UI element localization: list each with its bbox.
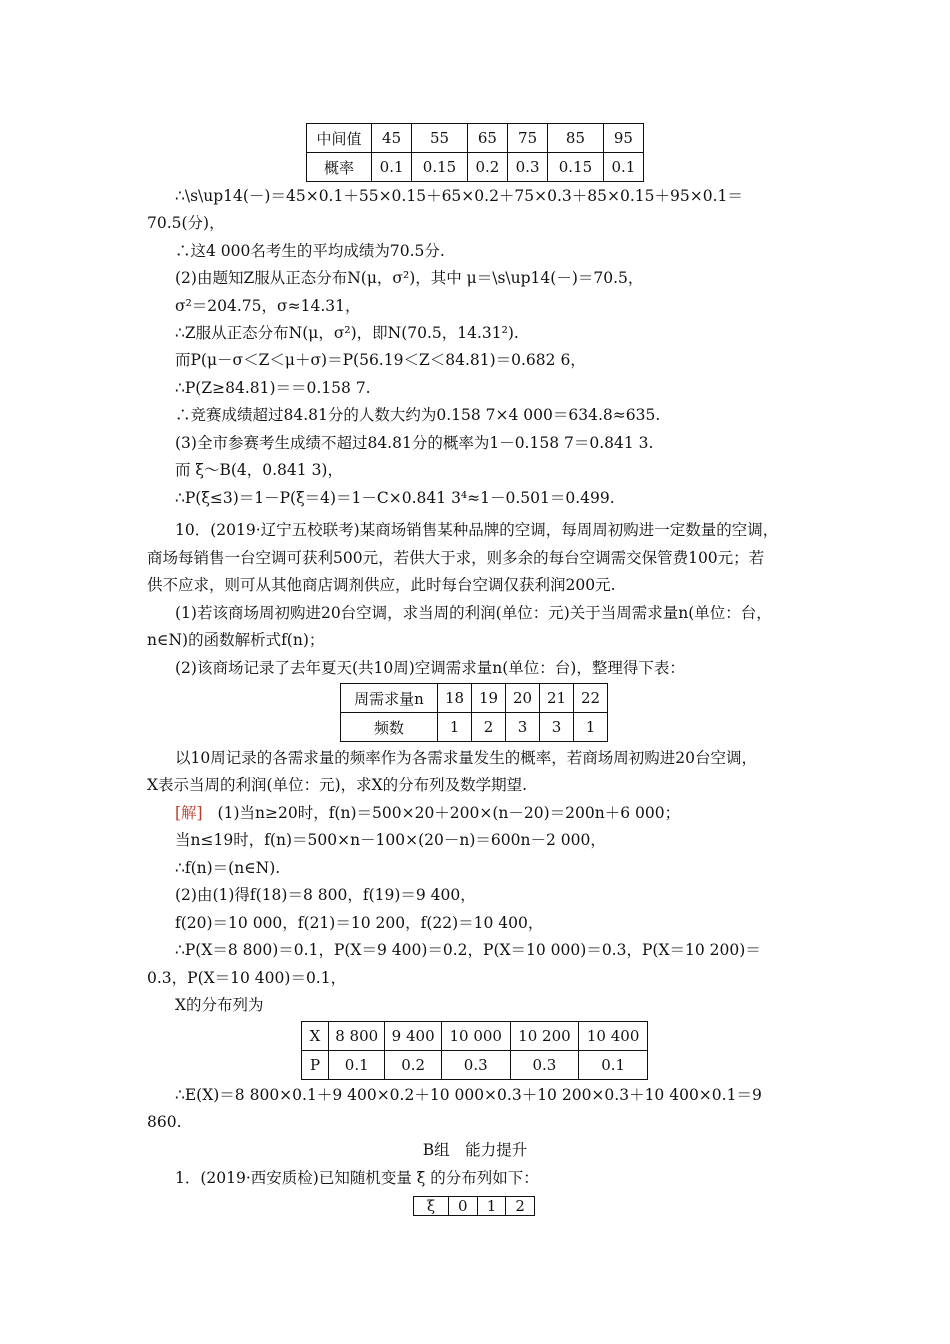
table-row: [302, 1022, 648, 1051]
table-cell: 概率: [307, 153, 372, 182]
text-line: (2)由题知Z服从正态分布N(μ，σ²)，其中 μ＝\s\up14(－)＝70.5，: [175, 269, 644, 287]
table-row: [302, 1051, 648, 1080]
table-cell: P: [302, 1051, 329, 1080]
table-cell: 22: [574, 684, 608, 713]
table-cell: 0.1: [603, 153, 643, 182]
table-cell: 2: [472, 713, 506, 742]
solution-line: f(20)＝10 000，f(21)＝10 200，f(22)＝10 400，: [175, 914, 544, 932]
problem-10-line: n∈N)的函数解析式f(n)；: [147, 631, 325, 649]
solution-marker: [解]: [175, 804, 203, 822]
problem-10-line: 10．(2019·辽宁五校联考)某商场销售某种品牌的空调，每周周初购进一定数量的空调，: [175, 521, 779, 539]
table-cell: 0.3: [507, 153, 547, 182]
table-cell: 0.15: [548, 153, 604, 182]
text-line: 70.5(分)，: [147, 214, 225, 232]
table-cell: 18: [438, 684, 472, 713]
table-row: [341, 713, 608, 742]
text-line: ∴这4 000名考生的平均成绩为70.5分.: [175, 242, 445, 260]
table-cell: 21: [540, 684, 574, 713]
solution-line: 0.3，P(X＝10 400)＝0.1，: [147, 969, 347, 987]
solution-text: (1)当n≥20时，f(n)＝500×20＋200×(n－20)＝200n＋6 000；: [217, 804, 681, 822]
solution-line: (2)由(1)得f(18)＝8 800，f(19)＝9 400，: [175, 886, 476, 904]
text-line: ∴Z服从正态分布N(μ，σ²)，即N(70.5，14.31²).: [175, 324, 519, 342]
table-cell: 10 000: [441, 1022, 510, 1051]
table-cell: 9 400: [385, 1022, 441, 1051]
solution-line: ∴P(X＝8 800)＝0.1，P(X＝9 400)＝0.2，P(X＝10 000)＝0.3，P(X＝10 200)＝: [175, 941, 761, 959]
table-cell: 0.3: [441, 1051, 510, 1080]
table-row: [341, 684, 608, 713]
distribution-table: [301, 1021, 648, 1080]
table-cell: 0.3: [510, 1051, 579, 1080]
table-cell: 2: [506, 1197, 535, 1216]
table-cell: 85: [548, 124, 604, 153]
problem-10-line: 以10周记录的各需求量的频率作为各需求量发生的概率，若商场周初购进20台空调，: [175, 749, 757, 767]
table-cell: 3: [506, 713, 540, 742]
table-cell: 0.1: [579, 1051, 648, 1080]
table-cell: 10 200: [510, 1022, 579, 1051]
table-cell: 1: [477, 1197, 506, 1216]
text-line: 而P(μ－σ＜Z＜μ＋σ)＝P(56.19＜Z＜84.81)＝0.682 6，: [175, 351, 586, 369]
table-cell: 0.1: [372, 153, 412, 182]
table-cell: 0.15: [412, 153, 468, 182]
table-cell: 0.2: [467, 153, 507, 182]
problem-1-line: 1．(2019·西安质检)已知随机变量 ξ 的分布列如下：: [175, 1169, 539, 1187]
table-cell: 19: [472, 684, 506, 713]
text-line: ∴\s\up14(－)＝45×0.1＋55×0.15＋65×0.2＋75×0.3＋85×0.15＋95×0.1＝: [175, 187, 743, 205]
table-cell: 65: [467, 124, 507, 153]
table-row: [307, 124, 644, 153]
text-line: ∴P(ξ≤3)＝1－P(ξ＝4)＝1－C×0.841 3⁴≈1－0.501＝0.499.: [175, 489, 615, 507]
solution-line: X的分布列为: [175, 996, 264, 1014]
text-line: σ²＝204.75，σ≈14.31，: [175, 297, 361, 315]
text-line: ∴P(Z≥84.81)＝＝0.158 7.: [175, 379, 371, 397]
table-cell: 3: [540, 713, 574, 742]
solution-line: ∴f(n)＝(n∈N).: [175, 859, 281, 877]
table-cell: 1: [438, 713, 472, 742]
table-cell: 1: [574, 713, 608, 742]
table-cell: 0.1: [329, 1051, 385, 1080]
table-cell: 8 800: [329, 1022, 385, 1051]
table-cell: 45: [372, 124, 412, 153]
table-row: [414, 1197, 535, 1216]
problem-10-line: (2)该商场记录了去年夏天(共10周)空调需求量n(单位：台)，整理得下表：: [175, 659, 685, 677]
problem-10-line: 商场每销售一台空调可获利500元，若供大于求，则多余的每台空调需交保管费100元；若: [147, 549, 765, 567]
problem-10-line: X表示当周的利润(单位：元)，求X的分布列及数学期望.: [147, 776, 528, 794]
table-cell: 10 400: [579, 1022, 648, 1051]
solution-line: [175, 803, 680, 823]
table-cell: 频数: [341, 713, 438, 742]
text-line: ∴竞赛成绩超过84.81分的人数大约为0.158 7×4 000＝634.8≈635.: [175, 406, 661, 424]
section-heading: B组 能力提升: [422, 1141, 528, 1159]
table-cell: ξ: [414, 1197, 449, 1216]
text-line: (3)全市参赛考生成绩不超过84.81分的概率为1－0.158 7＝0.841 3.: [175, 434, 654, 452]
midpoint-probability-table: [306, 123, 644, 182]
table-cell: 75: [507, 124, 547, 153]
table-cell: 55: [412, 124, 468, 153]
table-cell: 0: [449, 1197, 478, 1216]
table-cell: 95: [603, 124, 643, 153]
problem-10-line: (1)若该商场周初购进20台空调，求当周的利润(单位：元)关于当周需求量n(单位：台，: [175, 604, 772, 622]
table-row: [307, 153, 644, 182]
table-cell: 0.2: [385, 1051, 441, 1080]
xi-distribution-table: [413, 1196, 535, 1216]
table-cell: 中间值: [307, 124, 372, 153]
table-cell: 20: [506, 684, 540, 713]
weekly-demand-table: [340, 683, 608, 742]
solution-line: 860.: [147, 1113, 182, 1131]
table-cell: 周需求量n: [341, 684, 438, 713]
table-cell: X: [302, 1022, 329, 1051]
solution-line: ∴E(X)＝8 800×0.1＋9 400×0.2＋10 000×0.3＋10 200×0.3＋10 400×0.1＝9: [175, 1086, 762, 1104]
solution-line: 当n≤19时，f(n)＝500×n－100×(20－n)＝600n－2 000，: [175, 831, 606, 849]
text-line: 而 ξ～B(4，0.841 3)，: [175, 461, 343, 479]
problem-10-line: 供不应求，则可从其他商店调剂供应，此时每台空调仅获利润200元.: [147, 576, 616, 594]
